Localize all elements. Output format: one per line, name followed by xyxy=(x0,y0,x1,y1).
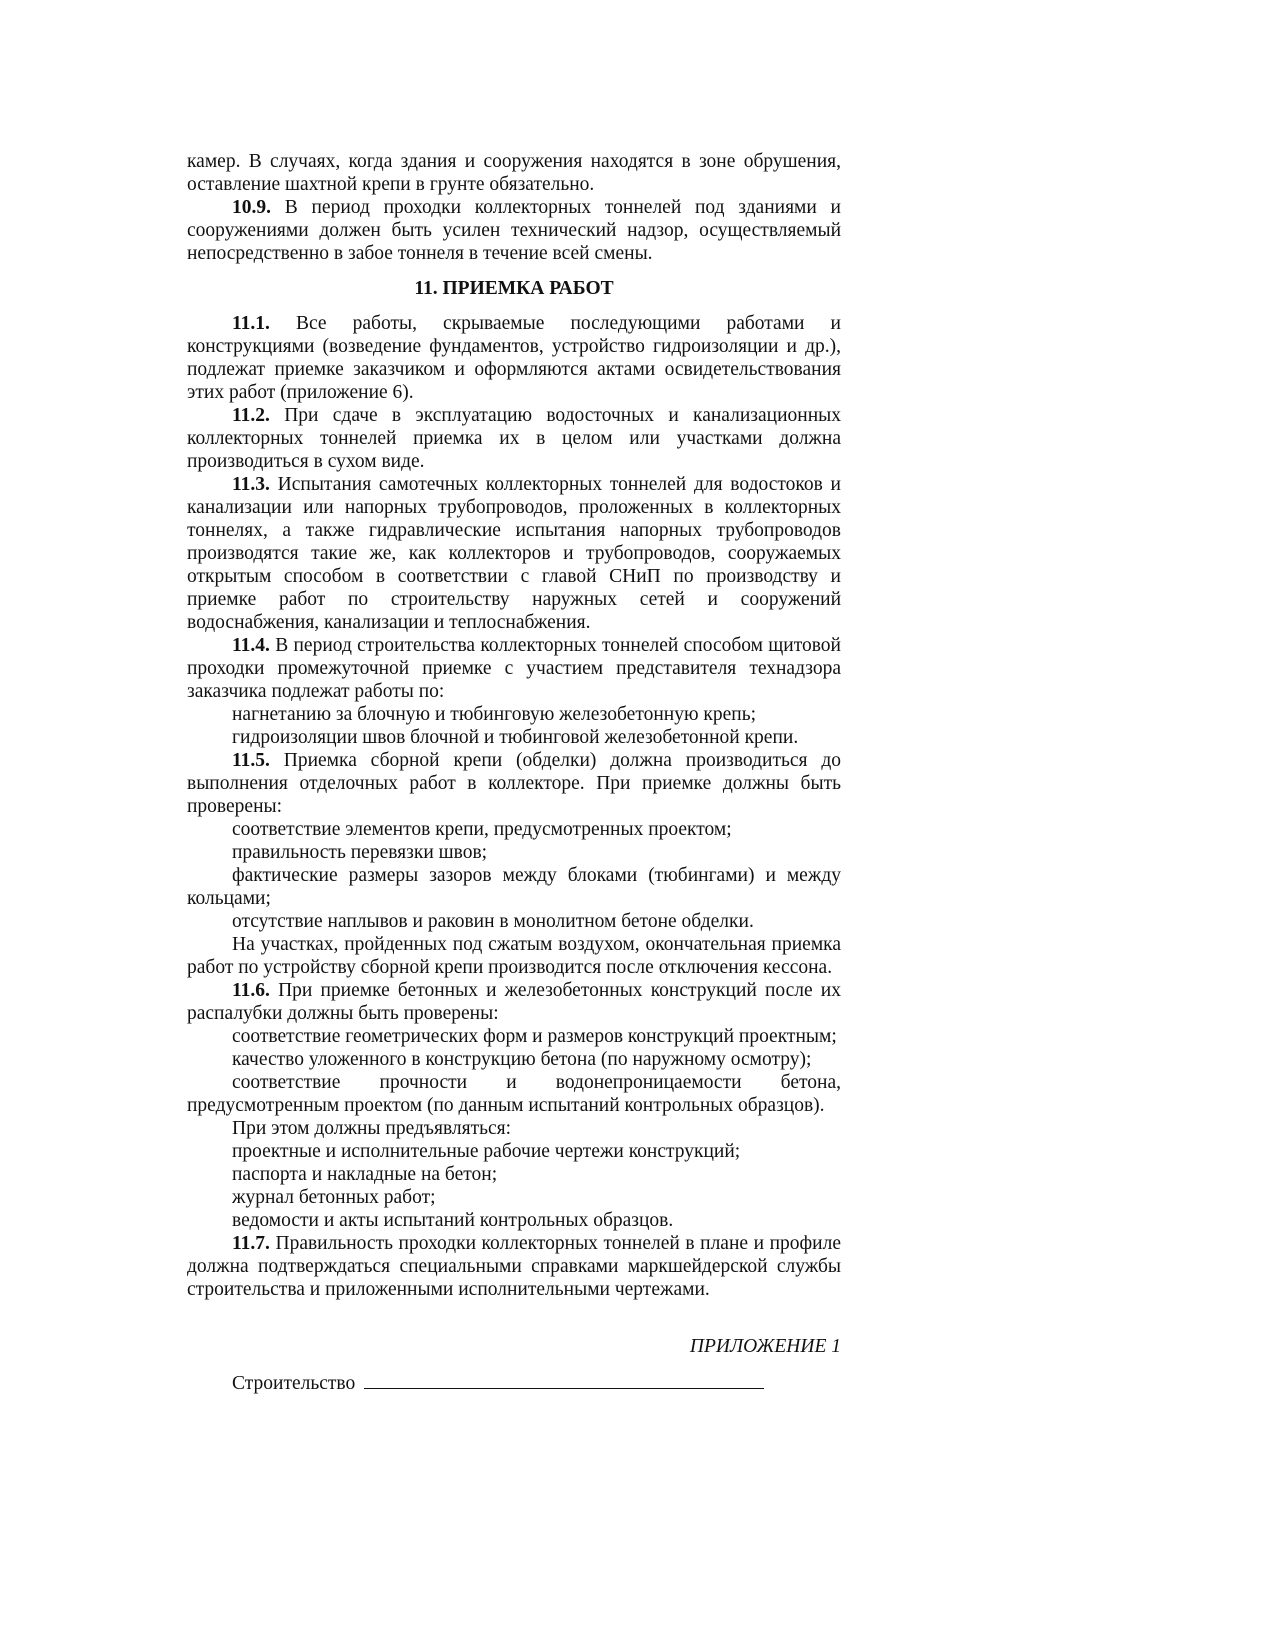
clause-number: 10.9. xyxy=(232,197,271,218)
clause-number: 11.1. xyxy=(232,313,270,334)
list-item: паспорта и накладные на бетон; xyxy=(232,1164,498,1185)
construction-label: Строительство xyxy=(232,1373,356,1394)
clause-number: 11.6. xyxy=(232,980,270,1001)
list-item: качество уложенного в конструкцию бетона (по наружному осмотру); xyxy=(232,1049,812,1070)
list-item: соответствие прочности и водонепроницаемости бетона, предусмотренным проектом (по данным испытаний контрольных образцов). xyxy=(187,1072,841,1116)
list-item: фактические размеры зазоров между блоками (тюбингами) и между кольцами; xyxy=(187,865,841,909)
paragraph-intro: камер. В случаях, когда здания и сооружения находятся в зоне обрушения, оставление шахтной крепи в грунте обязательно. xyxy=(187,151,841,195)
list-item: проектные и исполнительные рабочие чертежи конструкций; xyxy=(232,1141,741,1162)
paragraph-11-4: 11.4. В период строительства коллекторных тоннелей способом щитовой проходки промежуточной приемке с участием представителя технадзора заказчика подлежат работы по: xyxy=(187,635,841,702)
list-item: журнал бетонных работ; xyxy=(232,1187,436,1208)
section-title: 11. ПРИЕМКА РАБОТ xyxy=(414,278,614,299)
list-item: нагнетанию за блочную и тюбинговую железобетонную крепь; xyxy=(232,704,757,725)
list-item: соответствие элементов крепи, предусмотренных проектом; xyxy=(232,819,732,840)
paragraph-11-2: 11.2. При сдаче в эксплуатацию водосточных и канализационных коллекторных тоннелей приемка их в целом или участками должна производиться в сухом виде. xyxy=(187,405,841,472)
paragraph-11-7: 11.7. Правильность проходки коллекторных тоннелей в плане и профиле должна подтверждаться специальными справками маркшейдерской службы строительства и приложенными исполнительными чертежами. xyxy=(187,1233,841,1300)
paragraph-11-6: 11.6. При приемке бетонных и железобетонных конструкций после их распалубки должны быть проверены: xyxy=(187,980,841,1024)
clause-number: 11.3. xyxy=(232,474,270,495)
appendix-title: ПРИЛОЖЕНИЕ 1 xyxy=(689,1336,841,1357)
clause-number: 11.2. xyxy=(232,405,270,426)
construction-field xyxy=(187,1370,841,1395)
paragraph-11-1: 11.1. Все работы, скрываемые последующими работами и конструкциями (возведение фундаментов, устройство гидроизоляции и др.), подлежат приемке заказчиком и оформляются актами освидетельствования этих работ (приложение 6). xyxy=(187,313,841,403)
document-page xyxy=(187,150,841,1395)
paragraph: При этом должны предъявляться: xyxy=(232,1118,512,1139)
clause-number: 11.7. xyxy=(232,1233,270,1254)
list-item: гидроизоляции швов блочной и тюбинговой железобетонной крепи. xyxy=(232,727,799,748)
clause-number: 11.5. xyxy=(232,750,270,771)
list-item: правильность перевязки швов; xyxy=(232,842,488,863)
clause-number: 11.4. xyxy=(232,635,270,656)
paragraph-10-9: 10.9. В период проходки коллекторных тоннелей под зданиями и сооружениями должен быть усилен технический надзор, осуществляемый непосредственно в забое тоннеля в течение всей смены. xyxy=(187,197,841,264)
paragraph: На участках, пройденных под сжатым воздухом, окончательная приемка работ по устройству сборной крепи производится после отключения кессона. xyxy=(187,934,841,978)
construction-blank-line xyxy=(364,1370,764,1389)
paragraph-11-5: 11.5. Приемка сборной крепи (обделки) должна производиться до выполнения отделочных работ в коллекторе. При приемке должны быть проверены: xyxy=(187,750,841,817)
list-item: соответствие геометрических форм и размеров конструкций проектным; xyxy=(232,1026,837,1047)
list-item: отсутствие наплывов и раковин в монолитном бетоне обделки. xyxy=(232,911,754,932)
list-item: ведомости и акты испытаний контрольных образцов. xyxy=(232,1210,674,1231)
paragraph-11-3: 11.3. Испытания самотечных коллекторных тоннелей для водостоков и канализации или напорных трубопроводов, проложенных в коллекторных тоннелях, а также гидравлические испытания напорных трубопроводов производятся такие же, как коллекторов и трубопроводов, сооружаемых открытым способом в соответствии с главой СНиП по производству и приемке работ по строительству наружных сетей и сооружений водоснабжения, канализации и теплоснабжения. xyxy=(187,474,841,633)
